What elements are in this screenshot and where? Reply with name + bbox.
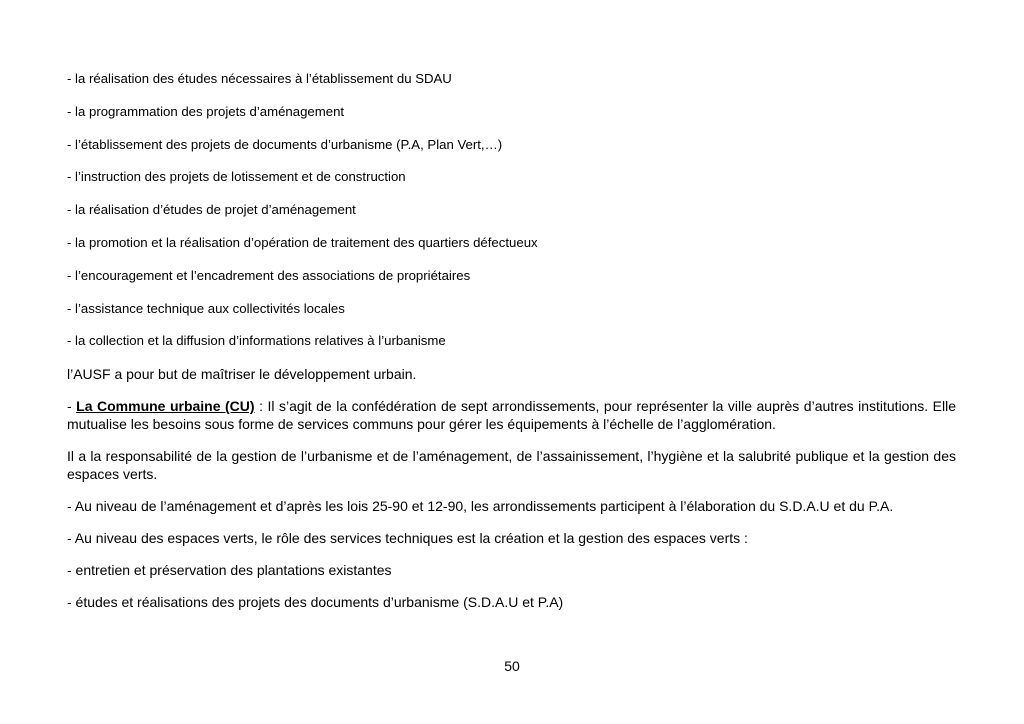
list-item: - la promotion et la réalisation d’opération de traitement des quartiers défectueux [67, 234, 538, 250]
list-item: - la collection et la diffusion d’informations relatives à l’urbanisme [67, 333, 446, 349]
page-number-value: 50 [504, 658, 520, 674]
list-item: - la programmation des projets d’aménagement [67, 103, 345, 119]
ausf-sentence: l’AUSF a pour but de maîtriser le développement urbain. [67, 366, 417, 383]
commune-text: : Il s’agit de la confédération de sept arrondissements, pour représenter la ville auprès d’autres institutions. Elle mutualise les besoins sous forme de services communs pour gérer les équipements à l’échelle de l’agglomération. [67, 398, 956, 433]
list-item: - entretien et préservation des plantations existantes [67, 562, 392, 579]
list-item: - l’encouragement et l’encadrement des associations de propriétaires [67, 267, 471, 283]
list-item: - l’établissement des projets de documents d’urbanisme (P.A, Plan Vert,…) [67, 136, 503, 152]
green-spaces-paragraph: - Au niveau des espaces verts, le rôle des services techniques est la création et la gestion des espaces verts : [67, 530, 748, 547]
list-item: - études et réalisations des projets des documents d’urbanisme (S.D.A.U et P.A) [67, 594, 564, 611]
document-body [67, 70, 956, 625]
list-item: - la réalisation des études nécessaires à l’établissement du SDAU [67, 71, 452, 86]
commune-paragraph [67, 397, 956, 433]
list-item: - la réalisation d’études de projet d’aménagement [67, 202, 356, 218]
list-item: - l’assistance technique aux collectivités locales [67, 300, 345, 316]
page-number [0, 657, 1024, 675]
commune-term: La Commune urbaine (CU) [76, 398, 255, 415]
amenagement-paragraph: - Au niveau de l’aménagement et d’après les lois 25-90 et 12-90, les arrondissements participent à l’élaboration du S.D.A.U et du P.A. [67, 498, 894, 515]
commune-dash: - [67, 398, 77, 415]
list-item: - l’instruction des projets de lotissement et de construction [67, 169, 406, 185]
responsibility-paragraph: Il a la responsabilité de la gestion de l’urbanisme et de l’aménagement, de l’assainissement, l’hygiène et la salubrité publique et la gestion des espaces verts. [67, 448, 956, 483]
